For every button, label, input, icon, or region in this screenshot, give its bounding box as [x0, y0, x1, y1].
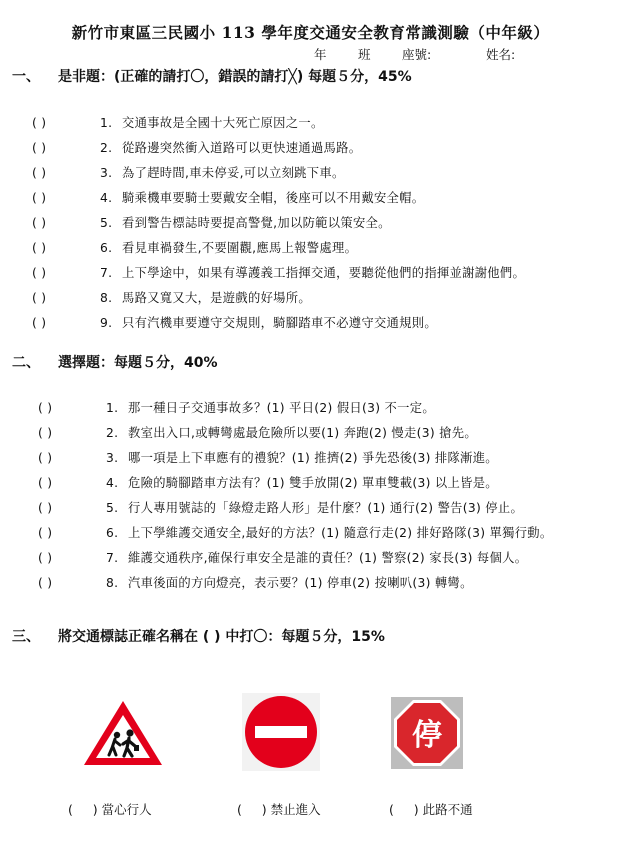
answer-blank[interactable]: ( )	[38, 401, 53, 415]
question-number: 6.	[100, 241, 113, 255]
question-number: 1.	[106, 401, 119, 415]
answer-blank[interactable]: ( )	[68, 802, 98, 817]
question-item	[32, 113, 324, 131]
section-heading-true-false	[12, 66, 412, 86]
question-item	[32, 238, 357, 256]
question-text: 汽車後面的方向燈亮，表示要？(1) 停車(2) 按喇叭(3) 轉彎。	[128, 576, 473, 590]
question-item	[38, 573, 473, 591]
question-item	[38, 448, 498, 466]
section-number: 三、	[12, 629, 40, 645]
question-number: 5.	[106, 501, 119, 515]
question-item	[32, 213, 391, 231]
question-number: 4.	[106, 476, 119, 490]
question-number: 1.	[100, 116, 113, 130]
page-title: 新竹市東區三民國小 113 學年度交通安全教育常識測驗（中年級）	[71, 23, 550, 42]
question-item	[38, 523, 553, 541]
question-text: 看到警告標誌時要提高警覺,加以防範以策安全。	[122, 216, 391, 230]
answer-label: 當心行人	[101, 802, 152, 817]
question-item	[32, 188, 424, 206]
question-number: 5.	[100, 216, 113, 230]
question-item	[38, 473, 498, 491]
traffic-signs-row	[0, 693, 621, 773]
section-heading-multiple-choice	[12, 352, 218, 372]
question-text: 騎乘機車要騎士要戴安全帽，後座可以不用戴安全帽。	[122, 191, 425, 205]
year-label: 年	[314, 47, 327, 62]
question-item	[32, 288, 311, 306]
section-number: 二、	[12, 355, 40, 371]
stop-sign-icon	[391, 697, 463, 769]
question-text: 上下學維護交通安全,最好的方法？(1) 隨意行走(2) 排好路隊(3) 單獨行動。	[128, 526, 553, 540]
question-item	[32, 313, 437, 331]
answer-blank[interactable]: ( )	[32, 291, 47, 305]
question-number: 7.	[106, 551, 119, 565]
question-number: 7.	[100, 266, 113, 280]
answer-blank[interactable]: ( )	[389, 802, 419, 817]
sign-answer-option	[237, 800, 321, 818]
question-text: 交通事故是全國十大死亡原因之一。	[122, 116, 324, 130]
question-text: 教室出入口,或轉彎處最危險所以要(1) 奔跑(2) 慢走(3) 搶先。	[128, 426, 477, 440]
answer-blank[interactable]: ( )	[38, 476, 53, 490]
question-number: 9.	[100, 316, 113, 330]
question-text: 從路邊突然衝入道路可以更快速通過馬路。	[122, 141, 362, 155]
question-text: 行人專用號誌的「綠燈走路人形」是什麼？(1) 通行(2) 警告(3) 停止。	[128, 501, 524, 515]
question-text: 維護交通秩序,確保行車安全是誰的責任？(1) 警察(2) 家長(3) 每個人。	[128, 551, 528, 565]
section-title: 將交通標誌正確名稱在 ( ) 中打〇：每題５分，15%	[58, 629, 385, 645]
answer-blank[interactable]: ( )	[38, 576, 53, 590]
question-text: 看見車禍發生,不要圍觀,應馬上報警處理。	[122, 241, 358, 255]
answer-blank[interactable]: ( )	[38, 551, 53, 565]
no-entry-sign-icon	[242, 693, 320, 771]
student-info-line	[314, 45, 515, 63]
section-heading-traffic-signs	[12, 626, 385, 646]
answer-blank[interactable]: ( )	[32, 141, 47, 155]
question-item	[38, 548, 527, 566]
question-item	[38, 398, 435, 416]
question-number: 8.	[106, 576, 119, 590]
answer-blank[interactable]: ( )	[32, 216, 47, 230]
answer-blank[interactable]: ( )	[32, 266, 47, 280]
answer-blank[interactable]: ( )	[237, 802, 267, 817]
question-text: 為了趕時間,車未停妥,可以立刻跳下車。	[122, 166, 345, 180]
question-number: 8.	[100, 291, 113, 305]
school-children-warning-sign-icon	[82, 699, 164, 767]
sign-answer-option	[68, 800, 152, 818]
seat-label: 座號:	[402, 47, 432, 62]
section-title: 選擇題：每題５分，40%	[58, 355, 218, 371]
question-number: 3.	[100, 166, 113, 180]
answer-blank[interactable]: ( )	[38, 501, 53, 515]
answer-blank[interactable]: ( )	[32, 166, 47, 180]
sign-answer-option	[389, 800, 473, 818]
question-text: 只有汽機車要遵守交規則，騎腳踏車不必遵守交通規則。	[122, 316, 437, 330]
question-item	[38, 423, 477, 441]
question-item	[32, 138, 361, 156]
question-item	[32, 163, 345, 181]
stop-sign-text: 停	[412, 718, 442, 753]
question-text: 哪一項是上下車應有的禮貌？(1) 推擠(2) 爭先恐後(3) 排隊漸進。	[128, 451, 498, 465]
answer-blank[interactable]: ( )	[32, 316, 47, 330]
answer-blank[interactable]: ( )	[38, 451, 53, 465]
question-text: 上下學途中，如果有導護義工指揮交通，要聽從他們的指揮並謝謝他們。	[122, 266, 526, 280]
question-number: 3.	[106, 451, 119, 465]
answer-blank[interactable]: ( )	[32, 116, 47, 130]
question-number: 2.	[106, 426, 119, 440]
class-label: 班	[358, 47, 371, 62]
question-item	[38, 498, 523, 516]
section-number: 一、	[12, 69, 40, 85]
answer-blank[interactable]: ( )	[32, 241, 47, 255]
answer-blank[interactable]: ( )	[32, 191, 47, 205]
question-number: 2.	[100, 141, 113, 155]
question-text: 那一種日子交通事故多？(1) 平日(2) 假日(3) 不一定。	[128, 401, 435, 415]
answer-blank[interactable]: ( )	[38, 526, 53, 540]
answer-label: 禁止進入	[270, 802, 321, 817]
question-text: 馬路又寬又大，是遊戲的好場所。	[122, 291, 311, 305]
question-number: 4.	[100, 191, 113, 205]
section-title: 是非題：(正確的請打〇，錯誤的請打╳) 每題５分，45%	[58, 69, 412, 85]
answer-blank[interactable]: ( )	[38, 426, 53, 440]
question-number: 6.	[106, 526, 119, 540]
question-item	[32, 263, 525, 281]
answer-label: 此路不通	[422, 802, 473, 817]
question-text: 危險的騎腳踏車方法有？(1) 雙手放開(2) 單車雙載(3) 以上皆是。	[128, 476, 498, 490]
name-label: 姓名:	[486, 47, 516, 62]
